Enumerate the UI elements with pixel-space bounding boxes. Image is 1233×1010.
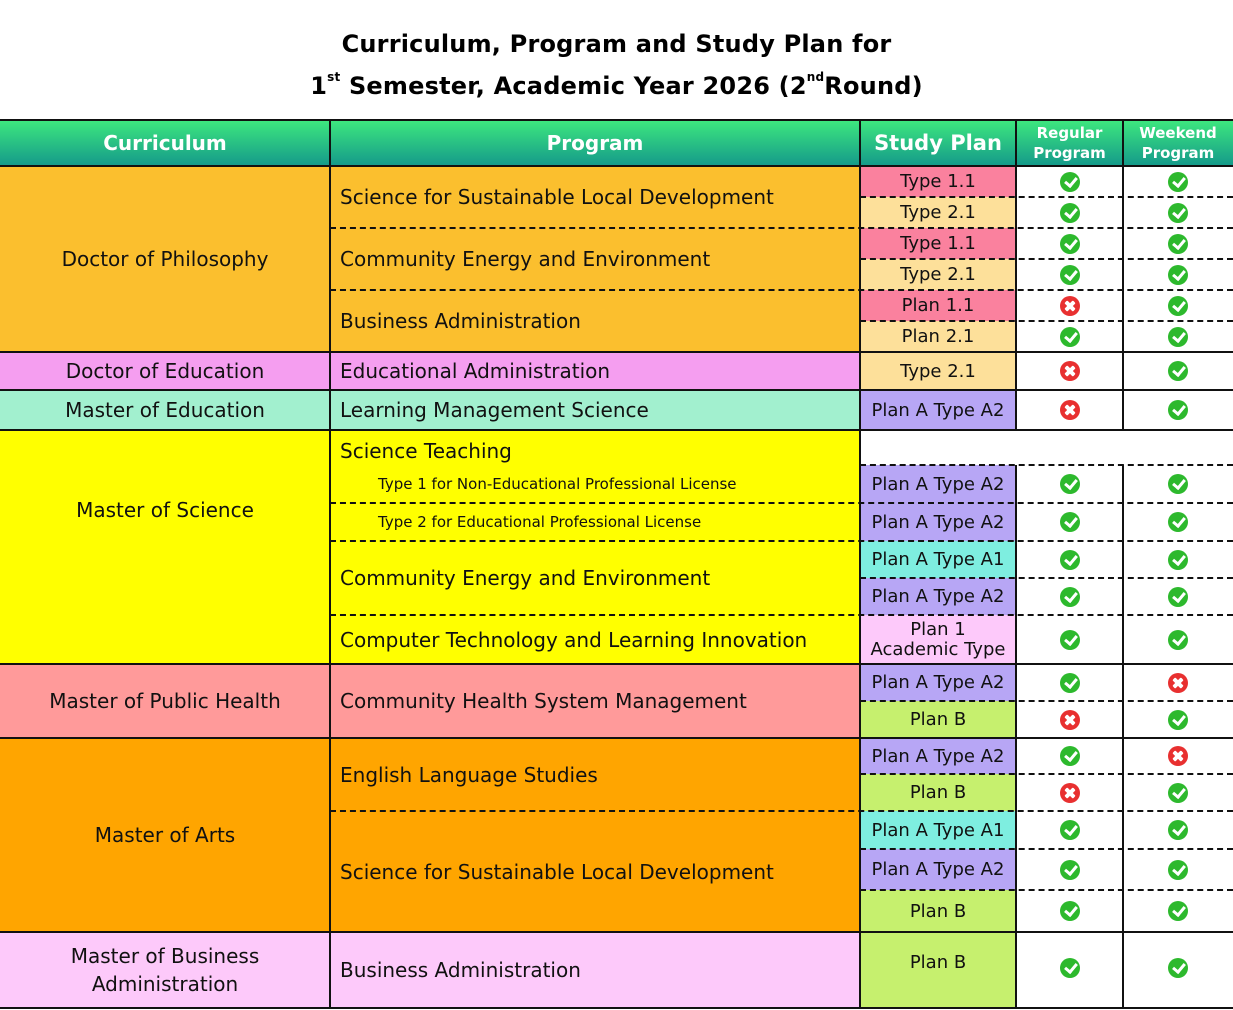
dashed-divider: [330, 810, 1233, 812]
check-icon: [1060, 673, 1080, 693]
horizontal-divider: [0, 1007, 1233, 1009]
curriculum-doctor-of-education: Doctor of Education: [0, 352, 330, 390]
check-icon: [1168, 783, 1188, 803]
header-regular-program: Regular Program: [1016, 120, 1123, 166]
program-mba-business-administration: Business Administration: [330, 932, 860, 1008]
science-teaching-blank-area: [860, 430, 1233, 465]
check-icon: [1060, 630, 1080, 650]
horizontal-divider: [0, 351, 1233, 353]
dashed-divider: [330, 540, 1233, 542]
program-computer-technology: Computer Technology and Learning Innovation: [330, 615, 860, 664]
page-title-line-1: Curriculum, Program and Study Plan for: [341, 30, 892, 58]
check-icon: [1060, 265, 1080, 285]
header-program: Program: [330, 120, 860, 166]
study-plan-label: Plan 2.1: [901, 326, 975, 347]
check-icon: [1168, 587, 1188, 607]
study-plan-cell: [860, 849, 1016, 890]
cross-icon: [1060, 783, 1080, 803]
page-title-line-2: [0, 72, 1233, 100]
check-icon: [1060, 820, 1080, 840]
program-community-health: Community Health System Management: [330, 664, 860, 738]
vertical-divider: [1122, 465, 1124, 1008]
study-plan-cell: [860, 321, 1016, 352]
horizontal-divider: [0, 663, 1233, 665]
study-plan-cell: [860, 197, 1016, 228]
check-icon: [1168, 550, 1188, 570]
check-icon: [1168, 710, 1188, 730]
check-icon: [1060, 958, 1080, 978]
check-icon: [1060, 172, 1080, 192]
title-end: Round): [824, 72, 923, 100]
horizontal-divider: [0, 429, 1233, 431]
study-plan-label: Plan A Type A2: [871, 859, 1005, 880]
check-icon: [1060, 901, 1080, 921]
dashed-divider: [860, 848, 1233, 850]
check-icon: [1168, 474, 1188, 494]
horizontal-divider: [0, 931, 1233, 933]
study-plan-cell: [860, 541, 1016, 578]
curriculum-doctor-of-philosophy: Doctor of Philosophy: [0, 166, 330, 352]
vertical-divider: [1122, 120, 1124, 430]
study-plan-label: Plan A Type A1: [871, 549, 1005, 570]
curriculum-master-of-science-fill: [0, 590, 330, 664]
study-plan-label: Plan A Type A2: [871, 473, 1005, 495]
check-icon: [1060, 512, 1080, 532]
program-science-teaching-type-2: Type 2 for Educational Professional License: [330, 503, 860, 541]
program-educational-administration: Educational Administration: [330, 352, 860, 390]
study-plan-cell: [860, 774, 1016, 811]
dashed-divider: [330, 502, 1233, 504]
header-curriculum: Curriculum: [0, 120, 330, 166]
study-plan-cell: [860, 166, 1016, 197]
check-icon: [1168, 361, 1188, 381]
program-phd-community-energy: Community Energy and Environment: [330, 228, 860, 290]
study-plan-cell: [860, 352, 1016, 390]
study-plan-label: Plan B: [909, 782, 967, 803]
cross-icon: [1060, 400, 1080, 420]
horizontal-divider: [0, 389, 1233, 391]
horizontal-divider: [0, 119, 1233, 121]
check-icon: [1060, 587, 1080, 607]
study-plan-cell: [860, 390, 1016, 430]
check-icon: [1060, 860, 1080, 880]
check-icon: [1168, 901, 1188, 921]
header-weekend-program: Weekend Program: [1123, 120, 1233, 166]
check-icon: [1168, 265, 1188, 285]
check-icon: [1060, 234, 1080, 254]
horizontal-divider: [0, 737, 1233, 739]
check-icon: [1168, 327, 1188, 347]
cross-icon: [1060, 710, 1080, 730]
study-plan-label: Plan A Type A2: [871, 745, 1005, 767]
program-science-teaching: Science Teaching: [330, 430, 860, 471]
study-plan-cell: [860, 811, 1016, 849]
check-icon: [1168, 860, 1188, 880]
check-icon: [1168, 234, 1188, 254]
dashed-divider: [330, 289, 1233, 291]
check-icon: [1060, 550, 1080, 570]
curriculum-master-of-public-health: Master of Public Health: [0, 664, 330, 738]
dashed-divider: [860, 577, 1233, 579]
study-plan-label: Type 2.1: [900, 202, 976, 223]
curriculum-master-of-science: Master of Science: [0, 430, 330, 590]
title-semester-number: 1: [310, 72, 328, 100]
study-plan-cell: [860, 465, 1016, 503]
dashed-divider: [860, 889, 1233, 891]
study-plan-cell: [860, 932, 1016, 1008]
study-plan-label: Type 2.1: [900, 264, 976, 285]
curriculum-master-of-arts: Master of Arts: [0, 738, 330, 932]
study-plan-label: Plan B: [909, 900, 967, 922]
dashed-divider: [860, 258, 1233, 260]
curriculum-master-of-education: Master of Education: [0, 390, 330, 430]
check-icon: [1060, 474, 1080, 494]
study-plan-label: Plan A Type A1: [871, 819, 1005, 841]
check-icon: [1168, 630, 1188, 650]
vertical-divider: [329, 120, 331, 1008]
check-icon: [1168, 958, 1188, 978]
study-plan-cell: [860, 890, 1016, 932]
study-plan-label: Plan 1.1: [901, 295, 975, 316]
study-plan-label: Type 1.1: [900, 233, 976, 254]
check-icon: [1168, 512, 1188, 532]
program-phd-business-administration: Business Administration: [330, 290, 860, 352]
study-plan-cell: [860, 738, 1016, 774]
study-plan-label: Type 1.1: [900, 171, 976, 192]
program-msc-community-energy: Community Energy and Environment: [330, 541, 860, 615]
study-plan-cell: [860, 578, 1016, 615]
cross-icon: [1168, 673, 1188, 693]
study-plan-label: Plan A Type A2: [871, 672, 1005, 693]
study-plan-label-line2: Academic Type: [870, 638, 1006, 660]
header-study-plan: Study Plan: [860, 120, 1016, 166]
curriculum-master-of-business-administration: Master of Business Administration: [0, 932, 330, 1008]
check-icon: [1168, 400, 1188, 420]
horizontal-divider: [0, 165, 1233, 167]
check-icon: [1060, 327, 1080, 347]
study-plan-label: Plan A Type A2: [871, 399, 1005, 421]
study-plan-label: Plan B: [909, 952, 967, 973]
study-plan-label: Plan B: [909, 709, 967, 730]
study-plan-label: Type 2.1: [900, 360, 976, 382]
check-icon: [1060, 746, 1080, 766]
study-plan-label: Plan A Type A2: [871, 586, 1005, 607]
study-plan-cell: [860, 290, 1016, 321]
dashed-divider: [860, 196, 1233, 198]
vertical-divider: [859, 120, 861, 1008]
study-plan-cell: [860, 615, 1016, 664]
study-plan-cell: [860, 503, 1016, 541]
check-icon: [1168, 203, 1188, 223]
cross-icon: [1168, 746, 1188, 766]
program-phd-science-sustainable: Science for Sustainable Local Development: [330, 166, 860, 228]
dashed-divider: [860, 773, 1233, 775]
vertical-divider: [1015, 120, 1017, 430]
study-plan-cell: [860, 259, 1016, 290]
title-superscript-st: st: [327, 70, 341, 84]
check-icon: [1168, 172, 1188, 192]
study-plan-cell: [860, 228, 1016, 259]
dashed-divider: [330, 227, 1233, 229]
vertical-divider: [1015, 465, 1017, 1008]
dashed-divider: [330, 614, 1233, 616]
program-ma-science-sustainable: Science for Sustainable Local Development: [330, 811, 860, 932]
study-plan-label-line1: Plan 1: [910, 618, 966, 640]
dashed-divider: [860, 700, 1233, 702]
dashed-divider: [860, 320, 1233, 322]
study-plan-cell: [860, 664, 1016, 701]
dashed-divider: [860, 464, 1233, 466]
study-plan-label: Plan A Type A2: [871, 511, 1005, 533]
check-icon: [1060, 203, 1080, 223]
program-english-language-studies: English Language Studies: [330, 738, 860, 811]
title-middle: Semester, Academic Year 2026 (2: [340, 72, 807, 100]
check-icon: [1168, 296, 1188, 316]
cross-icon: [1060, 361, 1080, 381]
cross-icon: [1060, 296, 1080, 316]
program-learning-management-science: Learning Management Science: [330, 390, 860, 430]
title-superscript-nd: nd: [806, 70, 825, 84]
program-science-teaching-type-1: Type 1 for Non-Educational Professional License: [330, 465, 860, 503]
check-icon: [1168, 820, 1188, 840]
study-plan-cell: [860, 701, 1016, 738]
